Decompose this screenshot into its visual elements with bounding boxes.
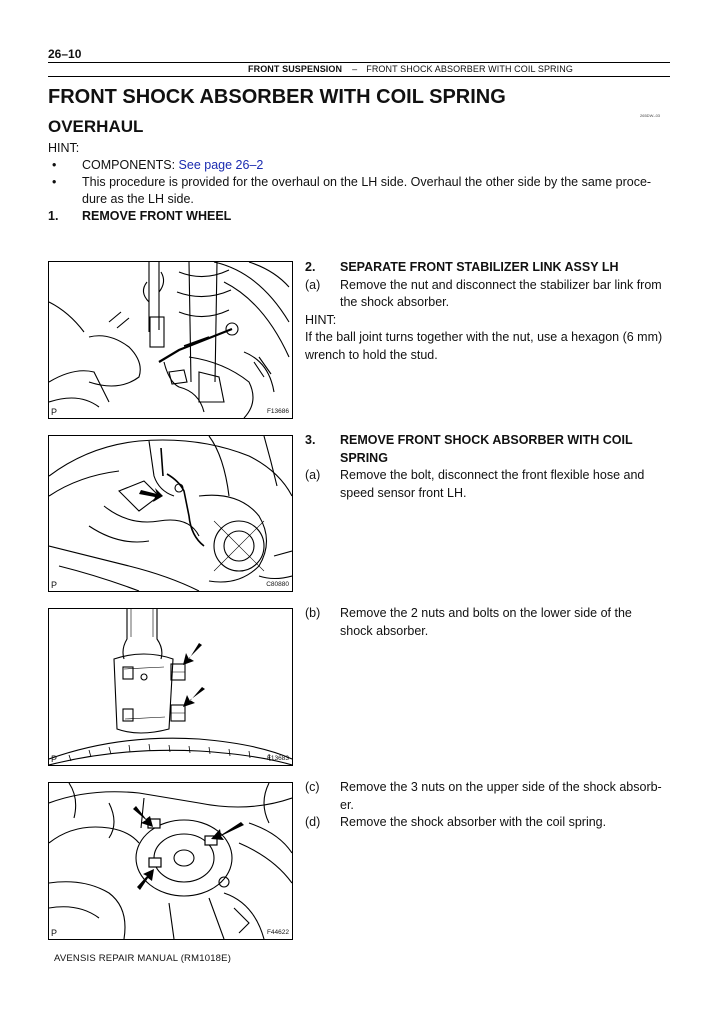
- bullet-components: [82, 157, 263, 175]
- step-3c-label: (c): [305, 780, 320, 794]
- step-1-number: 1.: [48, 209, 59, 223]
- step-3b: [305, 605, 671, 640]
- document-code: 265DW–03: [640, 113, 661, 118]
- step-3-heading: [305, 432, 671, 467]
- figure-stabilizer-link: [48, 261, 293, 419]
- page-footer: AVENSIS REPAIR MANUAL (RM1018E): [54, 953, 232, 964]
- step-3b-label: (b): [305, 606, 321, 620]
- page-number: 26–10: [48, 47, 82, 61]
- figure-1-id: F13686: [266, 408, 289, 415]
- bullet-marker-2: •: [52, 175, 57, 189]
- step-2a-line2: the shock absorber.: [340, 295, 450, 309]
- figure-upper-nuts: [48, 782, 293, 940]
- step-3a-line1: Remove the bolt, disconnect the front flexible hose and: [340, 468, 645, 482]
- header-bottom-rule: [48, 76, 670, 77]
- step-2a: [305, 277, 671, 312]
- step-3d-label: (d): [305, 815, 321, 829]
- flexible-hose-illustration: [49, 436, 292, 591]
- step-2-number: 2.: [305, 260, 316, 274]
- bullet-procedure-line2: dure as the LH side.: [82, 192, 194, 206]
- figure-3-id: F13683: [266, 755, 289, 762]
- step-3b-line1: Remove the 2 nuts and bolts on the lower side of the: [340, 606, 632, 620]
- step-3-block: [305, 432, 671, 502]
- step-3c-line1: Remove the 3 nuts on the upper side of the shock absorb-: [340, 780, 662, 794]
- running-header-section: FRONT SUSPENSION: [248, 64, 343, 74]
- running-header-separator: –: [352, 64, 358, 74]
- step-2-heading: [305, 259, 671, 277]
- figure-2-id: C80880: [266, 581, 289, 588]
- lower-bolts-illustration: [49, 609, 292, 765]
- figure-4-id: F44622: [266, 929, 289, 936]
- step-3-title-line1: REMOVE FRONT SHOCK ABSORBER WITH COIL: [340, 433, 633, 447]
- step-3a: [305, 467, 671, 502]
- step-2a-label: (a): [305, 277, 321, 292]
- bullet-procedure-line1: This procedure is provided for the overhaul on the LH side. Overhaul the other side by the same proce-: [82, 175, 652, 189]
- step-3-title-line2: SPRING: [340, 450, 388, 465]
- running-header: [248, 64, 573, 74]
- figure-4-p-label: P: [51, 928, 58, 938]
- hint-label: HINT:: [48, 141, 80, 155]
- stabilizer-link-illustration: [49, 262, 292, 418]
- header-top-rule: [48, 62, 670, 63]
- components-page-link[interactable]: See page 26–2: [178, 158, 264, 172]
- step-2-block: [305, 259, 671, 364]
- step-3b-line2: shock absorber.: [340, 623, 429, 638]
- step-3a-line2: speed sensor front LH.: [340, 485, 467, 500]
- bullet-marker-1: •: [52, 158, 57, 172]
- step-3-number: 3.: [305, 433, 316, 447]
- step-3c: [305, 779, 671, 814]
- section-subtitle: OVERHAUL: [48, 117, 144, 136]
- step-2-hint-line1: If the ball joint turns together with the nut, use a hexagon (6 mm): [305, 330, 663, 344]
- step-3c-line2: er.: [340, 797, 354, 812]
- step-2a-line1: Remove the nut and disconnect the stabilizer bar link from: [340, 277, 662, 292]
- figure-1-p-label: P: [51, 407, 58, 417]
- step-1-title: REMOVE FRONT WHEEL: [82, 209, 232, 223]
- figure-lower-bolts: [48, 608, 293, 766]
- step-3d-line1: Remove the shock absorber with the coil spring.: [340, 815, 607, 829]
- step-2-hint-line2: wrench to hold the stud.: [305, 347, 438, 362]
- page-title: FRONT SHOCK ABSORBER WITH COIL SPRING: [48, 86, 506, 108]
- figure-2-p-label: P: [51, 580, 58, 590]
- components-label: COMPONENTS:: [82, 158, 179, 172]
- figure-3-p-label: P: [51, 754, 58, 764]
- step-2-hint-label: HINT:: [305, 312, 337, 327]
- step-3d: [305, 814, 671, 832]
- figure-flexible-hose: [48, 435, 293, 592]
- step-2-title: SEPARATE FRONT STABILIZER LINK ASSY LH: [340, 260, 619, 274]
- running-header-topic: FRONT SHOCK ABSORBER WITH COIL SPRING: [366, 64, 573, 74]
- step-3c-3d: [305, 779, 671, 832]
- step-3a-label: (a): [305, 468, 321, 482]
- upper-nuts-illustration: [49, 783, 292, 939]
